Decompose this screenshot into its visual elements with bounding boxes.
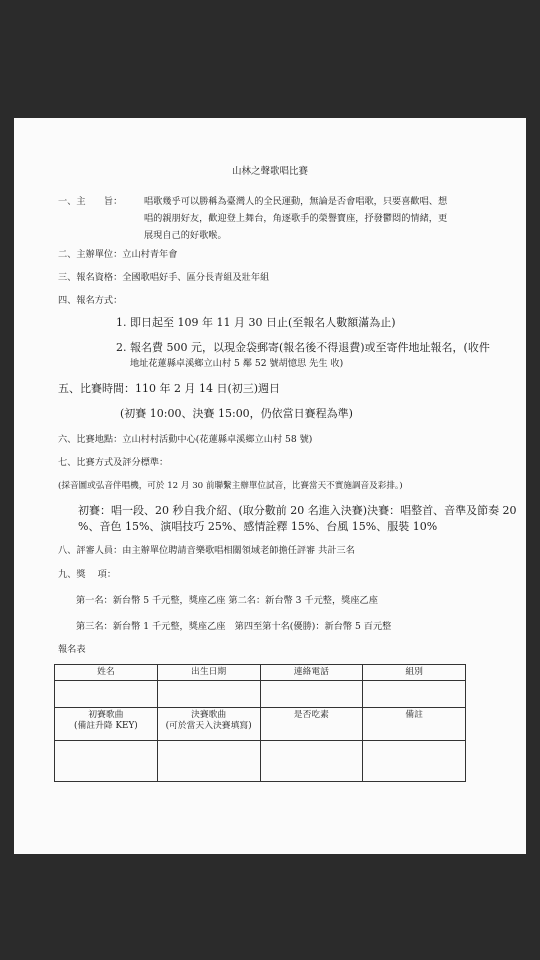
table-row bbox=[55, 741, 466, 782]
header-cell-final-song bbox=[157, 708, 260, 741]
prelim-song-label: 初賽歌曲 bbox=[88, 710, 124, 720]
header-cell-phone: 連絡電話 bbox=[260, 665, 363, 681]
table-row bbox=[55, 665, 466, 681]
purpose-line-3: 展現自己的好歌喉。 bbox=[144, 230, 227, 241]
table-row bbox=[55, 708, 466, 741]
method-item-2b: 地址花蓮縣卓溪鄉立山村 5 鄰 52 號胡憶思 先生 收) bbox=[130, 358, 344, 369]
input-cell-group[interactable] bbox=[363, 681, 466, 708]
input-cell-name[interactable] bbox=[55, 681, 158, 708]
method-label: 四、報名方式： bbox=[58, 295, 123, 306]
final-song-note: (可於當天入決賽填寫) bbox=[165, 721, 252, 731]
purpose-line-1: 唱歌幾乎可以勝稱為臺灣人的全民運動，無論是否會唱歌，只要喜歡唱、想 bbox=[144, 196, 448, 207]
organizer: 二、主辦單位：立山村青年會 bbox=[58, 249, 178, 260]
input-cell-birthdate[interactable] bbox=[157, 681, 260, 708]
registration-form-table bbox=[54, 664, 466, 782]
input-cell-final-song[interactable] bbox=[157, 741, 260, 782]
prize-label: 九、獎 項： bbox=[58, 569, 117, 580]
eligibility: 三、報名資格：全國歌唱好手、區分長青組及壯年組 bbox=[58, 272, 270, 283]
header-cell-vegetarian: 是否吃素 bbox=[260, 708, 363, 741]
input-cell-remarks[interactable] bbox=[363, 741, 466, 782]
scoring-label: 七、比賽方式及評分標準： bbox=[58, 457, 169, 468]
header-cell-group: 組別 bbox=[363, 665, 466, 681]
method-item-1: 1. 即日起至 109 年 11 月 30 日止(至報名人數額滿為止) bbox=[116, 316, 396, 329]
purpose-label: 一、主 旨： bbox=[58, 196, 123, 207]
competition-time: 五、比賽時間：110 年 2 月 14 日(初三)週日 bbox=[58, 382, 281, 395]
header-cell-remarks: 備註 bbox=[363, 708, 466, 741]
input-cell-vegetarian[interactable] bbox=[260, 741, 363, 782]
purpose-line-2: 唱的親朋好友，歡迎登上舞台，角逐歌手的榮譽寶座，抒發鬱悶的情緒，更 bbox=[144, 213, 448, 224]
input-cell-phone[interactable] bbox=[260, 681, 363, 708]
competition-time-note: (初賽 10:00、決賽 15:00，仍依當日賽程為準) bbox=[120, 407, 353, 420]
method-item-2a: 2. 報名費 500 元，以現金袋郵寄(報名後不得退費)或至寄件地址報名，(收件 bbox=[116, 341, 490, 354]
input-cell-prelim-song[interactable] bbox=[55, 741, 158, 782]
header-cell-prelim-song bbox=[55, 708, 158, 741]
scoring-note: (採音圖或弘音伴唱機，可於 12 月 30 前聯繫主辦單位試音，比賽當天不實施調音及彩排。) bbox=[58, 481, 403, 491]
prelim-song-note: (備註升降 KEY) bbox=[74, 721, 138, 731]
venue: 六、比賽地點：立山村村活動中心(花蓮縣卓溪鄉立山村 58 號) bbox=[58, 434, 313, 445]
scoring-line-2: %、音色 15%、演唱技巧 25%、感情詮釋 15%、台風 15%、服裝 10% bbox=[78, 520, 438, 533]
scoring-line-1: 初賽：唱一段、20 秒自我介紹、(取分數前 20 名進入決賽)決賽：唱整首、音準及節奏 20 bbox=[78, 504, 517, 517]
header-cell-name: 姓名 bbox=[55, 665, 158, 681]
judges: 八、評審人員：由主辦單位聘請音樂歌唱相關領域老師擔任評審 共計三名 bbox=[58, 545, 355, 556]
prize-line-1: 第一名：新台幣 5 千元整，獎座乙座 第二名：新台幣 3 千元整，獎座乙座 bbox=[76, 595, 378, 606]
header-cell-birthdate: 出生日期 bbox=[157, 665, 260, 681]
final-song-label: 決賽歌曲 bbox=[191, 710, 227, 720]
form-label: 報名表 bbox=[58, 644, 86, 655]
document-page bbox=[14, 118, 526, 854]
prize-line-2: 第三名：新台幣 1 千元整，獎座乙座 第四至第十名(優勝)：新台幣 5 百元整 bbox=[76, 621, 392, 632]
document-title: 山林之聲歌唱比賽 bbox=[231, 166, 308, 177]
table-row bbox=[55, 681, 466, 708]
